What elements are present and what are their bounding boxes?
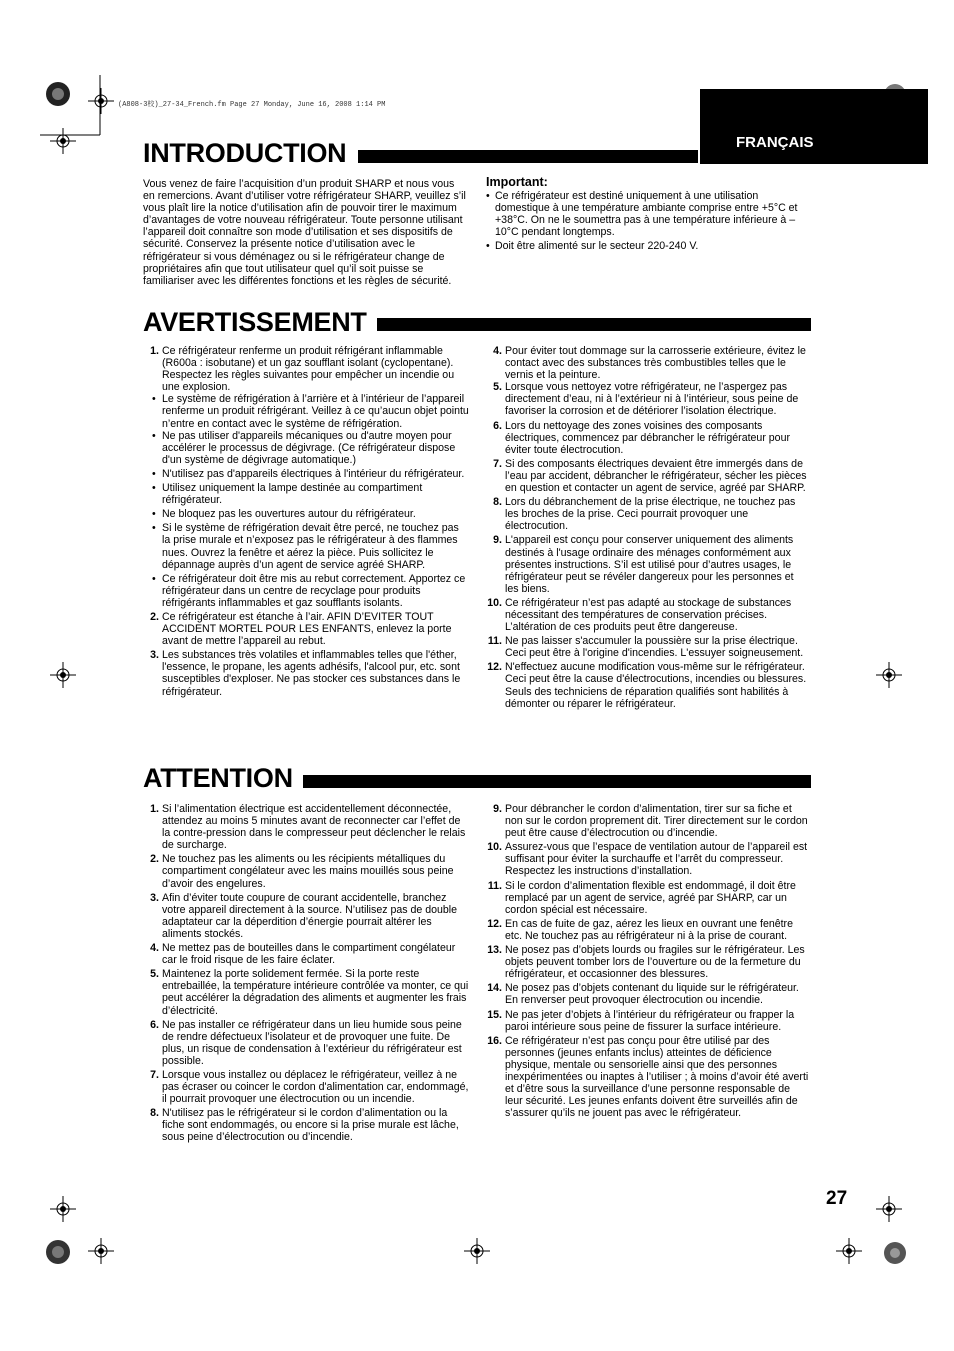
list-item xyxy=(483,635,810,659)
sub-bullet: • Ne pas utiliser d'appareils mécaniques ou d'autre moyen pour accélérer le processus de dégivrage. (Ce réfrigérateur dispose d'un système de dégivrage automatique.) xyxy=(152,429,456,466)
attention-right-column xyxy=(483,803,810,1119)
item-text: Lors du nettoyage des zones voisines des composants électriques, commencez par débrancher le réfrigérateur pour éviter toute électrocution. xyxy=(505,419,790,456)
list-item xyxy=(140,1107,469,1143)
attention-left-column xyxy=(140,803,469,1144)
item-number: 10. xyxy=(487,596,502,609)
item-number: 2. xyxy=(150,853,159,866)
item-number: 7. xyxy=(150,1068,159,1081)
item-text: Les substances très volatiles et inflammables telles que l'éther, l'essence, le propane, les agents adhésifs, l'alcool pur, etc. sont susceptibles d'exploser. Ne pas stocker ces substances dans le réfrigérateur. xyxy=(162,649,461,698)
list-item xyxy=(140,1069,469,1105)
sub-bullet-text: Si le système de réfrigération devait être percé, ne touchez pas la prise murale et n’exposez pas le réfrigérateur à des flammes nues. Ouvrez la fenêtre et aérez la pièce. Puis sollicitez le dépannage auprès d’un agent de service agréé SHARP. xyxy=(162,522,459,571)
registration-target-icon xyxy=(44,80,72,108)
important-box xyxy=(486,176,806,253)
crosshair-icon xyxy=(464,1238,490,1264)
item-text: N'utilisez pas le réfrigérateur si le cordon d’alimentation ou la fiche sont endommagés, ou encore si la prise murale est lâche, sous peine d’électrocution ou d’incendie. xyxy=(162,1107,459,1144)
item-number: 15. xyxy=(487,1008,502,1021)
list-item xyxy=(483,982,810,1006)
important-item: • Doit être alimenté sur le secteur 220-240 V. xyxy=(486,240,806,252)
sub-bullet-text: Ne bloquez pas les ouvertures autour du réfrigérateur. xyxy=(162,508,416,521)
item-text: Ce réfrigérateur n’est pas adapté au stockage de substances nécessitant des températures de conservation précises. L’altération de ces produits peut être dangereuse. xyxy=(505,596,792,634)
crosshair-icon xyxy=(50,662,76,688)
item-number: 11. xyxy=(487,879,502,892)
list-item xyxy=(140,942,469,966)
avertissement-heading: AVERTISSEMENT xyxy=(143,307,367,337)
item-text: En cas de fuite de gaz, aérez les lieux en ouvrant une fenêtre etc. Ne touchez pas au réfrigérateur ni à la prise de courant. xyxy=(505,917,793,942)
item-text: Afin d’éviter toute coupure de courant accidentelle, branchez votre appareil directement à la source. N’utilisez pas de double adaptateur car la déperdition d’énergie pourrait altérer les aliments stockés. xyxy=(162,891,458,940)
page-number: 27 xyxy=(826,1188,848,1209)
item-number: 6. xyxy=(493,419,502,432)
item-number: 5. xyxy=(150,968,159,981)
item-number: 14. xyxy=(487,982,502,995)
sub-bullet: • Ce réfrigérateur doit être mis au rebut correctement. Apportez ce réfrigérateur dans un centre de recyclage pour produits réfrigérants inflammables et gaz soufflants isolants. xyxy=(152,572,466,609)
item-number: 6. xyxy=(150,1018,159,1031)
list-item xyxy=(140,649,469,697)
item-text: Si le cordon d’alimentation flexible est endommagé, il doit être remplacé par un agent de service, agréé par SHARP, car un cordon spécial est nécessaire. xyxy=(505,879,796,916)
sub-bullet-text: Ne pas utiliser d'appareils mécaniques ou d'autre moyen pour accélérer le processus de dégivrage. (Ce réfrigérateur dispose d'un système de dégivrage automatique.) xyxy=(162,429,456,466)
item-text: Maintenez la porte solidement fermée. Si la porte reste entrebaillée, la température intérieure contrôlée va monter, ce qui peut accélérer la dégradation des aliments et augmenter les frais d’électricité. xyxy=(162,968,469,1017)
crosshair-icon xyxy=(876,662,902,688)
list-item xyxy=(483,918,810,942)
heading-rule xyxy=(377,318,811,331)
item-text: Si des composants électriques devaient être immergés dans de l’eau par accident, débrancher le réfrigérateur, sécher les pièces en question et contacter un agent de service, agréé par SHARP. xyxy=(505,457,807,495)
list-item xyxy=(140,968,469,1016)
item-number: 8. xyxy=(493,496,502,509)
list-item xyxy=(483,661,810,709)
item-text: Ce réfrigérateur n’est pas conçu pour être utilisé par des personnes (jeunes enfants inclus) atteintes de déficience physique, mentale ou sensorielle ainsi que des personnes inexpérimentées ou inaptes à l’utiliser ; à moins d’avoir été averti et d’être sous la surveillance d’une personne responsable de leur sécurité. Les jeunes enfants doivent être surveillés afin de s’assurer qu’ils ne jouent pas avec le réfrigérateur. xyxy=(505,1034,809,1120)
item-text: Ne pas installer ce réfrigérateur dans un lieu humide sous peine de rendre défectueux l’isolateur et de provoquer une fuite. De plus, un risque de condensation à l’extérieur du réfrigérateur est possible. xyxy=(162,1018,462,1067)
item-text: Ne mettez pas de bouteilles dans le compartiment congélateur car le froid risque de les faire éclater. xyxy=(162,942,456,967)
crosshair-icon xyxy=(50,128,76,154)
sub-bullet-text: N'utilisez pas d'appareils électriques à l'intérieur du réfrigérateur. xyxy=(162,467,465,480)
item-number: 9. xyxy=(493,534,502,547)
item-number: 3. xyxy=(150,649,159,662)
sub-bullet: • Ne bloquez pas les ouvertures autour du réfrigérateur. xyxy=(152,508,416,521)
item-number: 9. xyxy=(493,803,502,815)
heading-rule xyxy=(358,150,698,163)
item-text: Ne pas jeter d’objets à l’intérieur du réfrigérateur ou frapper la paroi intérieure sous peine de fissurer la surface intérieure. xyxy=(505,1008,795,1033)
list-item xyxy=(483,1035,810,1120)
sub-bullet-text: Utilisez uniquement la lampe destinée au compartiment réfrigérateur. xyxy=(162,482,423,507)
item-number: 4. xyxy=(493,345,502,357)
item-number: 10. xyxy=(487,841,502,854)
item-text: Ce réfrigérateur est étanche à l’air. AFIN D’EVITER TOUT ACCIDENT MORTEL POUR LES ENFANTS, enlevez la porte avant de mettre l’appareil au rebut. xyxy=(162,610,452,648)
item-text: L'appareil est conçu pour conserver uniquement des aliments destinés à l'usage ordinaire des ménages conformément aux présentes instructions. S’il est utilisé pour d’autres usages, le réfrigérateur peut se révéler dangereux pour les personnes et les biens. xyxy=(505,534,794,595)
list-item xyxy=(483,496,810,532)
item-text: Assurez-vous que l’espace de ventilation autour de l’appareil est suffisant pour éviter la surchauffe et l’arrêt du compresseur. Respectez les instructions d’installation. xyxy=(505,841,808,878)
list-item xyxy=(483,597,810,633)
item-text: Lorsque vous installez ou déplacez le réfrigérateur, veillez à ne pas écraser ou coincer le cordon d'alimentation car, endommagé, il pourrait provoquer une électrocution ou un incendie. xyxy=(162,1068,469,1106)
important-title: Important: xyxy=(486,175,548,189)
list-item xyxy=(483,534,810,594)
sub-bullet: • Utilisez uniquement la lampe destinée au compartiment réfrigérateur. xyxy=(152,482,423,507)
list-item xyxy=(483,1009,810,1033)
item-text: Si l’alimentation électrique est accidentellement déconnectée, attendez au moins 5 minutes avant de reconnecter car l’effet de la contre-pression dans le compresseur peut déclencher le relais de surcharge. xyxy=(162,803,466,852)
item-number: 11. xyxy=(487,635,502,648)
introduction-body xyxy=(143,178,468,287)
list-item xyxy=(483,345,810,381)
crosshair-icon xyxy=(836,1238,862,1264)
item-text: Pour débrancher le cordon d’alimentation, tirer sur sa fiche et non sur le cordon proprement dit. Tirer directement sur le cordon peut être cause d’électrocution ou d’incendie. xyxy=(505,803,808,840)
item-text: Ne posez pas d’objets lourds ou fragiles sur le réfrigérateur. Les objets peuvent tomber lors de l’ouverture ou de la fermeture du réfrigérateur, et occasionner des blessures. xyxy=(505,944,805,981)
list-item xyxy=(483,420,810,456)
crosshair-icon xyxy=(50,1196,76,1222)
item-number: 1. xyxy=(150,803,159,815)
introduction-heading: INTRODUCTION xyxy=(143,138,347,168)
item-number: 4. xyxy=(150,942,159,955)
item-number: 12. xyxy=(487,661,502,674)
sub-bullet: • N'utilisez pas d'appareils électriques à l'intérieur du réfrigérateur. xyxy=(152,467,465,480)
item-text: Ne posez pas d’objets contenant du liquide sur le réfrigérateur. En renverser peut provoquer électrocution ou incendie. xyxy=(505,982,799,1007)
list-item xyxy=(140,345,469,393)
item-text: Lorsque vous nettoyez votre réfrigérateur, ne l’aspergez pas directement d’eau, ni à l’extérieur ni à l’intérieur, sous peine de favoriser la corrosion et de détériorer l’isolation électrique. xyxy=(505,381,799,418)
crosshair-icon xyxy=(88,88,114,114)
avertissement-right-column xyxy=(483,345,810,710)
introduction-paragraph: Vous venez de faire l’acquisition d’un produit SHARP et nous vous en remercions. Avant d’utiliser votre réfrigérateur SHARP, veuillez s’il vous plaît lire la notice d’utilisation afin de pouvoir tirer le maximum d’avantages de votre nouveau réfrigérateur. Toute personne utilisant l’appareil doit connaître son mode d’utilisation et ses dispositifs de sécurité. Conservez la présente notice d’utilisation avec le réfrigérateur si vous déménagez ou si le réfrigérateur change de propriétaires afin que tout utilisateur quel qu’il soit puisse se familiariser avec les différentes fonctions et les règles de sécurité. xyxy=(143,178,466,287)
sub-bullet-text: Ce réfrigérateur doit être mis au rebut correctement. Apportez ce réfrigérateur dans un centre de recyclage pour produits réfrigérants inflammables et gaz soufflants isolants. xyxy=(162,572,466,609)
attention-heading: ATTENTION xyxy=(143,763,293,793)
item-text: Ne pas laisser s'accumuler la poussière sur la prise électrique. Ceci peut être à l'origine d'incendies. L'essuyer soigneusement. xyxy=(505,635,804,660)
sub-bullet: • Le système de réfrigération à l’arrière et à l’intérieur de l’appareil renferme un produit réfrigérant. Veillez à ce qu’aucun objet pointu n’entre en contact avec le système de réfrigération. xyxy=(152,393,469,430)
item-number: 3. xyxy=(150,891,159,904)
item-number: 12. xyxy=(487,917,502,930)
item-text: Pour éviter tout dommage sur la carrosserie extérieure, évitez le contact avec des substances très combustibles telles que le vernis et la peinture. xyxy=(505,345,806,382)
item-number: 13. xyxy=(487,944,502,957)
list-item xyxy=(483,381,810,417)
item-number: 8. xyxy=(150,1107,159,1120)
item-text: Lors du débranchement de la prise électrique, ne touchez pas les broches de la prise. Ceci pourrait provoquer une électrocution. xyxy=(505,496,796,533)
item-text: Ce réfrigérateur renferme un produit réfrigérant inflammable (R600a : isobutane) et un gaz soufflant isolant (cyclopentane). Respectez les règles suivantes pour empêcher un incendie ou une explosion. xyxy=(162,345,455,394)
item-text: N'effectuez aucune modification vous-même sur le réfrigérateur. Ceci peut être la cause d'électrocutions, incendies ou blessures. Seuls des techniciens de réparation qualifiés sont habilités à démonter ou réparer le réfrigérateur. xyxy=(505,661,807,710)
language-tab xyxy=(700,89,928,164)
registration-target-icon xyxy=(882,1240,908,1266)
list-item xyxy=(140,803,469,851)
list-item xyxy=(140,1019,469,1067)
list-item xyxy=(140,611,469,647)
list-item xyxy=(140,892,469,940)
registration-target-icon xyxy=(44,1238,72,1266)
item-text: Ne touchez pas les aliments ou les récipients métalliques du compartiment congélateur avec les mains mouillés sous peine d’avoir des engelures. xyxy=(162,853,454,890)
list-item xyxy=(483,880,810,916)
heading-rule xyxy=(303,775,811,788)
crosshair-icon xyxy=(88,1238,114,1264)
item-number: 5. xyxy=(493,381,502,394)
list-item xyxy=(483,841,810,877)
item-number: 7. xyxy=(493,457,502,470)
sub-bullet: • Si le système de réfrigération devait être percé, ne touchez pas la prise murale et n’exposez pas le réfrigérateur à des flammes nues. Ouvrez la fenêtre et aérez la pièce. Puis sollicitez le dépannage auprès d’un agent de service agréé SHARP. xyxy=(152,522,459,571)
list-item xyxy=(140,853,469,889)
list-item xyxy=(483,458,810,494)
crosshair-icon xyxy=(876,1196,902,1222)
language-label: FRANÇAIS xyxy=(736,134,814,151)
item-number: 1. xyxy=(150,345,159,357)
avertissement-left-column xyxy=(140,345,469,698)
item-number: 2. xyxy=(150,610,159,623)
important-item: • Ce réfrigérateur est destiné uniquement à une utilisation domestique à une température ambiante comprise entre +5°C et +38°C. On ne le soumettra pas à une température inférieure à –10°C pendant longtemps. xyxy=(486,190,806,238)
list-item xyxy=(483,944,810,980)
sub-bullet-text: Le système de réfrigération à l’arrière et à l’intérieur de l’appareil renferme un produit réfrigérant. Veillez à ce qu’aucun objet pointu n’entre en contact avec le système de réfrigération. xyxy=(162,393,469,430)
list-item xyxy=(483,803,810,839)
print-file-info: (A808-3校)_27-34_French.fm Page 27 Monday, June 16, 2008 1:14 PM xyxy=(118,101,386,109)
item-number: 16. xyxy=(487,1034,502,1047)
